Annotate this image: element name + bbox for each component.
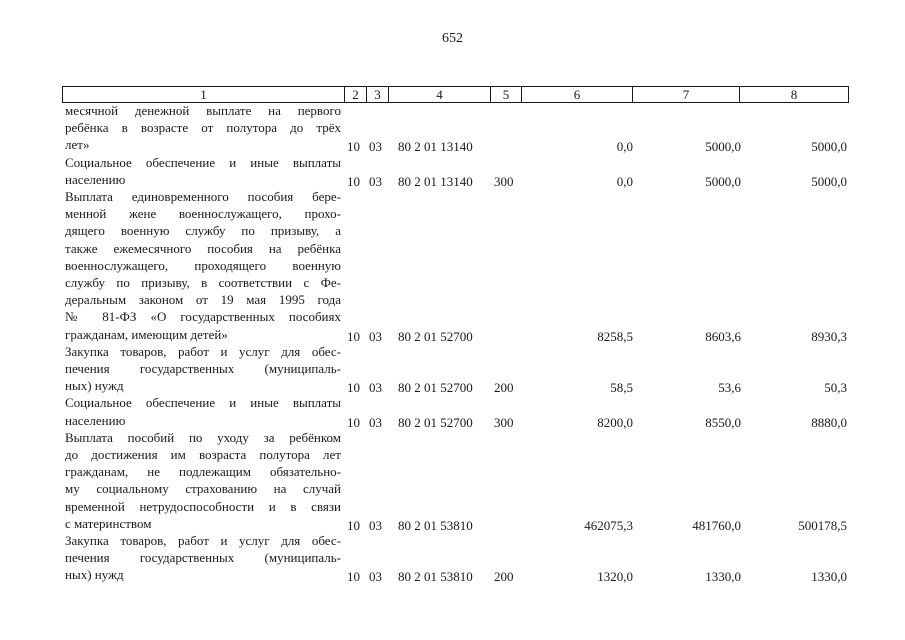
amount-col-7: 5000,0 — [705, 139, 741, 155]
row-description — [65, 188, 341, 343]
description-line: ных) нужд — [65, 378, 124, 394]
header-col-2: 2 — [344, 87, 366, 102]
description-line: му социальному страхованию на случай — [65, 481, 341, 497]
amount-col-8: 5000,0 — [811, 139, 847, 155]
subsection-code: 03 — [369, 173, 382, 189]
amount-col-8: 500178,5 — [798, 517, 847, 533]
description-line: гражданам, имеющим детей» — [65, 326, 228, 342]
amount-col-8: 50,3 — [824, 380, 847, 396]
description-line: Выплата единовременного пособия бере- — [65, 189, 341, 204]
target-article-code: 80 2 01 13140 — [398, 173, 473, 189]
row-description — [65, 429, 341, 532]
target-article-code: 80 2 01 53810 — [398, 569, 473, 585]
row-description — [65, 343, 341, 395]
page-number: 652 — [442, 31, 463, 46]
description-line: Закупка товаров, работ и услуг для обес- — [65, 533, 341, 548]
description-line: дящего военную службу по призыву, а — [65, 223, 341, 239]
description-line: № 81-ФЗ «О государственных пособиях — [65, 309, 341, 325]
amount-col-7: 53,6 — [718, 380, 741, 396]
amount-col-7: 8550,0 — [705, 414, 741, 430]
amount-col-6: 8200,0 — [597, 414, 633, 430]
description-line: деральным законом от 19 мая 1995 года — [65, 292, 341, 308]
row-description — [65, 394, 341, 428]
subsection-code: 03 — [369, 380, 382, 396]
description-line: населению — [65, 412, 126, 428]
row-description — [65, 102, 341, 154]
description-line: временной нетрудоспособности и в связи — [65, 498, 341, 514]
description-line: Закупка товаров, работ и услуг для обес- — [65, 343, 341, 359]
section-code: 10 — [347, 414, 360, 430]
expense-type-code: 300 — [494, 173, 514, 189]
amount-col-7: 8603,6 — [705, 328, 741, 344]
row-description — [65, 532, 341, 584]
description-line: лет» — [65, 137, 90, 153]
description-line: Выплата пособий по уходу за ребёнком — [65, 429, 341, 445]
section-code: 10 — [347, 328, 360, 344]
amount-col-7: 5000,0 — [705, 173, 741, 189]
description-line: с материнством — [65, 515, 152, 531]
description-line: Социальное обеспечение и иные выплаты — [65, 154, 341, 170]
header-col-1: 1 — [200, 87, 207, 102]
amount-col-6: 0,0 — [616, 173, 633, 189]
row-description — [65, 154, 341, 188]
amount-col-6: 8258,5 — [597, 328, 633, 344]
amount-col-8: 1330,0 — [811, 569, 847, 585]
header-col-3: 3 — [366, 87, 388, 102]
description-line: гражданам, не подлежащим обязательно- — [65, 464, 341, 480]
amount-col-8: 5000,0 — [811, 173, 847, 189]
subsection-code: 03 — [369, 139, 382, 155]
description-line: ных) нужд — [65, 567, 124, 583]
expense-type-code: 200 — [494, 380, 514, 396]
target-article-code: 80 2 01 13140 — [398, 139, 473, 155]
target-article-code: 80 2 01 52700 — [398, 414, 473, 430]
amount-col-6: 58,5 — [610, 380, 633, 396]
description-line: до достижения им возраста полутора лет — [65, 446, 341, 462]
header-col-5: 5 — [490, 87, 521, 102]
description-line: печения государственных (муниципаль- — [65, 360, 341, 376]
subsection-code: 03 — [369, 569, 382, 585]
description-line: месячной денежной выплате на первого — [65, 103, 341, 118]
description-line: печения государственных (муниципаль- — [65, 550, 341, 566]
header-col-6: 6 — [521, 87, 632, 102]
amount-col-6: 1320,0 — [597, 569, 633, 585]
target-article-code: 80 2 01 53810 — [398, 517, 473, 533]
amount-col-7: 1330,0 — [705, 569, 741, 585]
expense-type-code: 200 — [494, 569, 514, 585]
section-code: 10 — [347, 139, 360, 155]
description-line: ребёнка в возрасте от полутора до трёх — [65, 120, 341, 136]
amount-col-6: 0,0 — [616, 139, 633, 155]
table-header — [62, 86, 849, 103]
amount-col-8: 8880,0 — [811, 414, 847, 430]
amount-col-8: 8930,3 — [811, 328, 847, 344]
subsection-code: 03 — [369, 414, 382, 430]
description-line: службу по призыву, в соответствии с Фе- — [65, 274, 341, 290]
description-line: населению — [65, 171, 126, 187]
amount-col-7: 481760,0 — [692, 517, 741, 533]
header-col-4: 4 — [388, 87, 490, 102]
section-code: 10 — [347, 380, 360, 396]
subsection-code: 03 — [369, 328, 382, 344]
header-col-7: 7 — [632, 87, 739, 102]
target-article-code: 80 2 01 52700 — [398, 380, 473, 396]
description-line: Социальное обеспечение и иные выплаты — [65, 395, 341, 411]
subsection-code: 03 — [369, 517, 382, 533]
description-line: военнослужащего, проходящего военную — [65, 257, 341, 273]
section-code: 10 — [347, 517, 360, 533]
section-code: 10 — [347, 173, 360, 189]
header-col-8: 8 — [739, 87, 848, 102]
amount-col-6: 462075,3 — [584, 517, 633, 533]
section-code: 10 — [347, 569, 360, 585]
description-line: менной жене военнослужащего, прохо- — [65, 206, 341, 222]
expense-type-code: 300 — [494, 414, 514, 430]
description-line: также ежемесячного пособия на ребёнка — [65, 240, 341, 256]
target-article-code: 80 2 01 52700 — [398, 328, 473, 344]
